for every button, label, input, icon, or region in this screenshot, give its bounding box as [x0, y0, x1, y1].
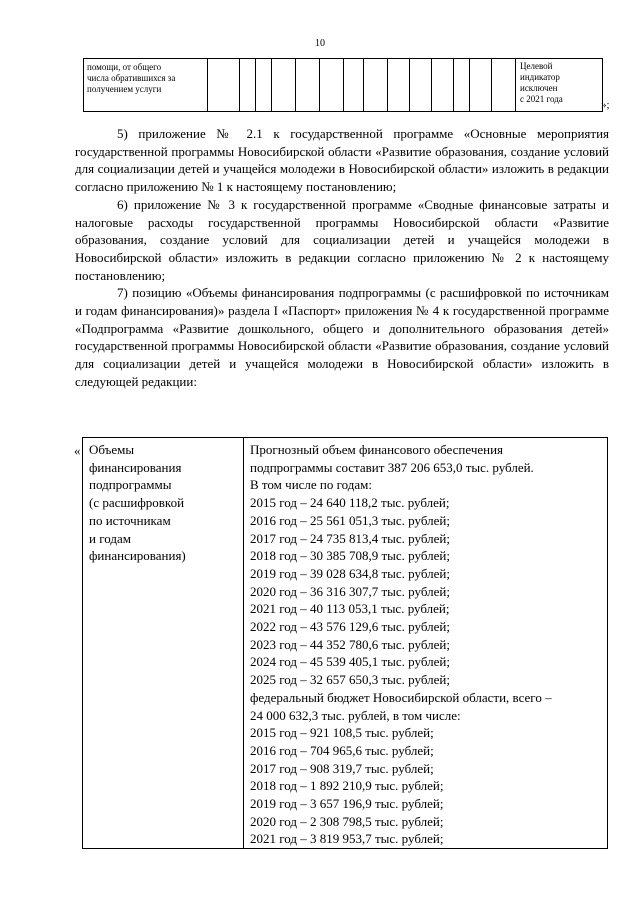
- content-line: федеральный бюджет Новосибирской области, всего –: [250, 689, 552, 705]
- content-line: подпрограммы составит 387 206 653,0 тыс. рублей.: [250, 459, 534, 475]
- table-row: [83, 438, 608, 849]
- content-line: 2024 год – 45 539 405,1 тыс. рублей;: [250, 654, 450, 670]
- empty-cell: [320, 59, 344, 112]
- label-line: и годам: [89, 530, 131, 546]
- cell-line: получением услуги: [87, 84, 162, 94]
- content-line: 2015 год – 24 640 118,2 тыс. рублей;: [250, 495, 450, 511]
- label-line: финансирования: [89, 459, 182, 475]
- position-label-cell: [83, 438, 244, 849]
- empty-cell: [432, 59, 454, 112]
- passport-table: [82, 437, 608, 849]
- empty-cell: [364, 59, 388, 112]
- cell-line: числа обратившихся за: [87, 73, 176, 83]
- cell-line: Целевой: [520, 61, 553, 71]
- empty-cell: [208, 59, 240, 112]
- content-line: 2023 год – 44 352 780,6 тыс. рублей;: [250, 636, 450, 652]
- funding-content-cell: [244, 438, 608, 849]
- empty-cell: [344, 59, 364, 112]
- content-line: 2021 год – 3 819 953,7 тыс. рублей;: [250, 831, 444, 847]
- empty-cell: [240, 59, 256, 112]
- content-line: В том числе по годам:: [250, 477, 372, 493]
- closing-quote: »;: [601, 99, 610, 111]
- empty-cell: [388, 59, 410, 112]
- content-line: 24 000 632,3 тыс. рублей, в том числе:: [250, 707, 461, 723]
- empty-cell: [470, 59, 492, 112]
- content-line: 2019 год – 3 657 196,9 тыс. рублей;: [250, 796, 444, 812]
- label-line: по источникам: [89, 512, 171, 528]
- content-line: 2015 год – 921 108,5 тыс. рублей;: [250, 725, 434, 741]
- label-line: Объемы: [89, 442, 135, 457]
- label-line: (с расшифровкой: [89, 495, 185, 511]
- cell-line: индикатор: [520, 72, 560, 82]
- page-number: 10: [315, 38, 325, 49]
- content-line: 2020 год – 2 308 798,5 тыс. рублей;: [250, 813, 444, 829]
- content-line: 2020 год – 36 316 307,7 тыс. рублей;: [250, 583, 450, 599]
- opening-quote: «: [74, 443, 81, 458]
- body-text: [75, 125, 609, 391]
- content-line: 2019 год – 39 028 634,8 тыс. рублей;: [250, 565, 450, 581]
- content-line: 2017 год – 908 319,7 тыс. рублей;: [250, 760, 434, 776]
- empty-cell: [296, 59, 320, 112]
- content-line: 2016 год – 704 965,6 тыс. рублей;: [250, 742, 434, 758]
- content-line: 2018 год – 1 892 210,9 тыс. рублей;: [250, 778, 444, 794]
- empty-cell: [256, 59, 272, 112]
- paragraph: 6) приложение № 3 к государственной программе «Сводные финансовые затраты и налоговые расходы государственной программы Новосибирской области «Развитие образования, создание условий для социализации детей и учащейся молодежи в Новосибирской области» изложить в редакции согласно приложению № 2 к настоящему постановлению;: [75, 196, 609, 283]
- empty-cell: [454, 59, 470, 112]
- content-line: Прогнозный объем финансового обеспечения: [250, 442, 504, 457]
- paragraph: 5) приложение № 2.1 к государственной программе «Основные мероприятия государственной программы Новосибирской области «Развитие образования, создание условий для социализации детей и учащейся молодежи в Новосибирской области» изложить в редакции согласно приложению № 1 к настоящему постановлению;: [75, 126, 609, 195]
- cell-line: с 2021 года: [520, 94, 563, 104]
- content-line: 2018 год – 30 385 708,9 тыс. рублей;: [250, 548, 450, 564]
- indicator-table-fragment: [83, 58, 603, 112]
- empty-cell: [272, 59, 296, 112]
- cell-line: исключен: [520, 83, 558, 93]
- content-line: 2022 год – 43 576 129,6 тыс. рублей;: [250, 619, 450, 635]
- content-line: 2017 год – 24 735 813,4 тыс. рублей;: [250, 530, 450, 546]
- empty-cell: [492, 59, 516, 112]
- note-cell: [516, 59, 603, 112]
- table-row: [84, 59, 603, 112]
- content-line: 2021 год – 40 113 053,1 тыс. рублей;: [250, 601, 450, 617]
- empty-cell: [410, 59, 432, 112]
- label-line: финансирования): [89, 548, 186, 564]
- content-line: 2016 год – 25 561 051,3 тыс. рублей;: [250, 512, 450, 528]
- cell-line: помощи, от общего: [87, 62, 162, 72]
- indicator-name-cell: [84, 59, 208, 112]
- paragraph: 7) позицию «Объемы финансирования подпрограммы (с расшифровкой по источникам и годам финансирования)» раздела I «Паспорт» приложения № 4 к государственной программе «Подпрограмма «Развитие дошкольного, общего и дополнительного образования детей» государственной программы Новосибирской области «Развитие образования, создание условий для социализации детей и учащейся молодежи в Новосибирской области» изложить в следующей редакции:: [75, 285, 609, 389]
- content-line: 2025 год – 32 657 650,3 тыс. рублей;: [250, 672, 450, 688]
- label-line: подпрограммы: [89, 477, 172, 493]
